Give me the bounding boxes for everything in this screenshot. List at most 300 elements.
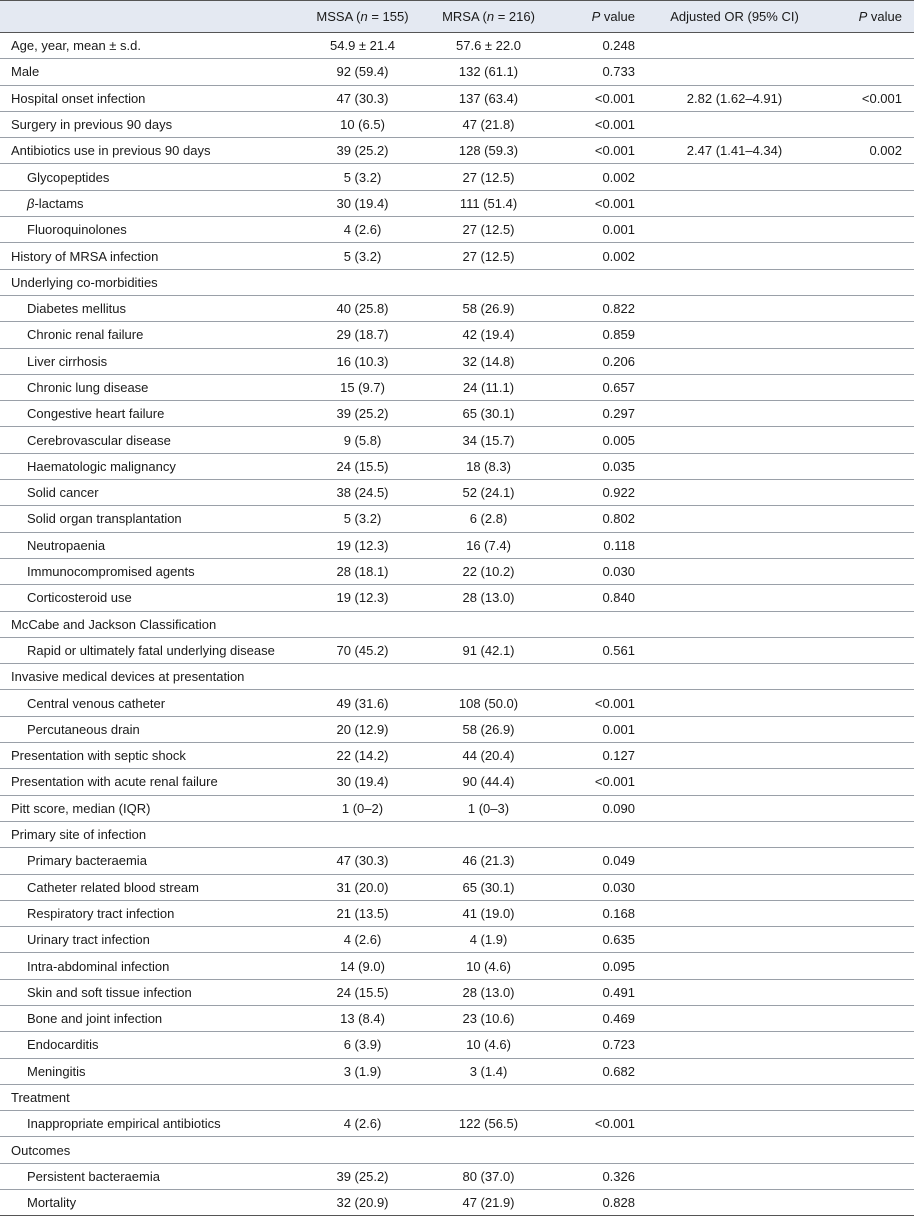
cell-mrsa: 23 (10.6) [435, 1005, 542, 1031]
cell-p-value: 0.030 [542, 874, 647, 900]
cell-mrsa: 111 (51.4) [435, 190, 542, 216]
table-row [0, 243, 914, 269]
row-label: Neutropaenia [0, 532, 290, 558]
cell-adjusted-or [647, 453, 822, 479]
table-row [0, 1005, 914, 1031]
header-p2-rest: value [867, 9, 902, 24]
cell-p-value: <0.001 [542, 85, 647, 111]
cell-p-value: 0.657 [542, 374, 647, 400]
cell-mssa: 29 (18.7) [290, 322, 435, 348]
cell-p-value-2 [822, 637, 914, 663]
cell-p-value-2 [822, 269, 914, 295]
cell-p-value-2 [822, 348, 914, 374]
table-row [0, 190, 914, 216]
cell-p-value: 0.682 [542, 1058, 647, 1084]
cell-mssa: 47 (30.3) [290, 85, 435, 111]
row-label: Mortality [0, 1190, 290, 1216]
cell-p-value: 0.168 [542, 900, 647, 926]
cell-mssa: 38 (24.5) [290, 480, 435, 506]
cell-mrsa: 137 (63.4) [435, 85, 542, 111]
header-p-value [542, 1, 647, 33]
cell-p-value: 0.248 [542, 33, 647, 59]
row-label: Primary bacteraemia [0, 848, 290, 874]
cell-mssa: 1 (0–2) [290, 795, 435, 821]
cell-p-value [542, 611, 647, 637]
cell-p-value-2 [822, 480, 914, 506]
cell-mssa: 19 (12.3) [290, 532, 435, 558]
table-row [0, 848, 914, 874]
cell-p-value-2 [822, 111, 914, 137]
cell-adjusted-or [647, 217, 822, 243]
table-row [0, 401, 914, 427]
cell-p-value-2 [822, 821, 914, 847]
cell-p-value: 0.001 [542, 716, 647, 742]
cell-mssa: 19 (12.3) [290, 585, 435, 611]
cell-p-value-2 [822, 1190, 914, 1216]
cell-p-value: 0.859 [542, 322, 647, 348]
cell-mrsa: 6 (2.8) [435, 506, 542, 532]
row-label: Antibiotics use in previous 90 days [0, 138, 290, 164]
cell-p-value-2 [822, 716, 914, 742]
cell-mssa [290, 664, 435, 690]
cell-mrsa: 22 (10.2) [435, 558, 542, 584]
cell-adjusted-or [647, 348, 822, 374]
cell-p-value: 0.127 [542, 743, 647, 769]
cell-mrsa: 44 (20.4) [435, 743, 542, 769]
cell-mssa: 92 (59.4) [290, 59, 435, 85]
header-p-rest: value [600, 9, 635, 24]
cell-mrsa: 47 (21.9) [435, 1190, 542, 1216]
cell-p-value: <0.001 [542, 690, 647, 716]
cell-p-value-2 [822, 979, 914, 1005]
table-row [0, 795, 914, 821]
table-row [0, 585, 914, 611]
row-label: Urinary tract infection [0, 927, 290, 953]
cell-p-value: 0.802 [542, 506, 647, 532]
cell-adjusted-or [647, 269, 822, 295]
cell-mssa: 6 (3.9) [290, 1032, 435, 1058]
cell-p-value-2 [822, 453, 914, 479]
row-label: Glycopeptides [0, 164, 290, 190]
header-variable [0, 1, 290, 33]
cell-mssa: 54.9 ± 21.4 [290, 33, 435, 59]
cell-adjusted-or [647, 427, 822, 453]
row-label: Presentation with acute renal failure [0, 769, 290, 795]
cell-adjusted-or [647, 927, 822, 953]
row-label: Persistent bacteraemia [0, 1163, 290, 1189]
cell-p-value: 0.733 [542, 59, 647, 85]
cell-p-value-2 [822, 1084, 914, 1110]
cell-adjusted-or [647, 1190, 822, 1216]
table-row [0, 164, 914, 190]
table-row [0, 1032, 914, 1058]
cell-p-value-2 [822, 558, 914, 584]
table-row [0, 269, 914, 295]
cell-adjusted-or [647, 1058, 822, 1084]
table-row [0, 217, 914, 243]
cell-mrsa: 27 (12.5) [435, 243, 542, 269]
row-label: Endocarditis [0, 1032, 290, 1058]
cell-mssa: 39 (25.2) [290, 401, 435, 427]
cell-p-value-2 [822, 611, 914, 637]
table-row [0, 532, 914, 558]
cell-p-value-2 [822, 243, 914, 269]
row-label: Male [0, 59, 290, 85]
cell-adjusted-or [647, 795, 822, 821]
table-body [0, 33, 914, 1216]
cell-mrsa: 91 (42.1) [435, 637, 542, 663]
cell-mrsa: 122 (56.5) [435, 1111, 542, 1137]
cell-p-value-2 [822, 59, 914, 85]
cell-adjusted-or [647, 33, 822, 59]
header-mssa-prefix: MSSA ( [316, 9, 361, 24]
table-row [0, 664, 914, 690]
table-row [0, 59, 914, 85]
cell-p-value-2 [822, 190, 914, 216]
cell-p-value-2 [822, 164, 914, 190]
row-label: Corticosteroid use [0, 585, 290, 611]
cell-mrsa: 41 (19.0) [435, 900, 542, 926]
cell-adjusted-or: 2.47 (1.41–4.34) [647, 138, 822, 164]
row-label: β-lactams [0, 190, 290, 216]
table-row [0, 33, 914, 59]
cell-p-value: 0.001 [542, 217, 647, 243]
cell-mssa: 30 (19.4) [290, 769, 435, 795]
cell-p-value-2 [822, 900, 914, 926]
row-label: Percutaneous drain [0, 716, 290, 742]
row-label: Respiratory tract infection [0, 900, 290, 926]
table-row [0, 874, 914, 900]
table-row [0, 821, 914, 847]
row-label: Solid cancer [0, 480, 290, 506]
cell-mrsa: 18 (8.3) [435, 453, 542, 479]
cell-mrsa [435, 611, 542, 637]
row-label: Outcomes [0, 1137, 290, 1163]
cell-adjusted-or [647, 848, 822, 874]
table-row [0, 1111, 914, 1137]
cell-mssa: 47 (30.3) [290, 848, 435, 874]
cell-mrsa: 27 (12.5) [435, 164, 542, 190]
cell-p-value-2 [822, 427, 914, 453]
table-row [0, 953, 914, 979]
table-row [0, 558, 914, 584]
cell-mssa: 70 (45.2) [290, 637, 435, 663]
table-header [0, 1, 914, 33]
cell-p-value: 0.469 [542, 1005, 647, 1031]
cell-mssa [290, 821, 435, 847]
cell-p-value-2 [822, 1137, 914, 1163]
table-row [0, 480, 914, 506]
row-label: Inappropriate empirical antibiotics [0, 1111, 290, 1137]
cell-adjusted-or [647, 59, 822, 85]
cell-p-value [542, 269, 647, 295]
cell-mssa [290, 1137, 435, 1163]
cell-p-value-2 [822, 664, 914, 690]
cell-mssa: 20 (12.9) [290, 716, 435, 742]
cell-p-value-2 [822, 532, 914, 558]
cell-p-value-2 [822, 1005, 914, 1031]
cell-p-value: 0.922 [542, 480, 647, 506]
cell-p-value-2 [822, 33, 914, 59]
row-label: Primary site of infection [0, 821, 290, 847]
cell-mrsa: 47 (21.8) [435, 111, 542, 137]
cell-mrsa: 65 (30.1) [435, 874, 542, 900]
cell-p-value [542, 1137, 647, 1163]
cell-mssa: 4 (2.6) [290, 217, 435, 243]
row-label: Age, year, mean ± s.d. [0, 33, 290, 59]
cell-mssa: 28 (18.1) [290, 558, 435, 584]
cell-p-value: 0.326 [542, 1163, 647, 1189]
cell-p-value-2 [822, 743, 914, 769]
cell-adjusted-or [647, 1111, 822, 1137]
table-row [0, 506, 914, 532]
cell-mrsa: 28 (13.0) [435, 979, 542, 1005]
cell-mrsa: 1 (0–3) [435, 795, 542, 821]
cell-mrsa: 128 (59.3) [435, 138, 542, 164]
cell-mssa: 5 (3.2) [290, 243, 435, 269]
cell-adjusted-or [647, 1032, 822, 1058]
cell-p-value [542, 1084, 647, 1110]
cell-mrsa: 65 (30.1) [435, 401, 542, 427]
cell-mssa: 5 (3.2) [290, 164, 435, 190]
cell-mssa: 13 (8.4) [290, 1005, 435, 1031]
row-label: Central venous catheter [0, 690, 290, 716]
cell-p-value-2 [822, 585, 914, 611]
table-row [0, 453, 914, 479]
cell-mssa: 14 (9.0) [290, 953, 435, 979]
cell-adjusted-or [647, 1084, 822, 1110]
row-label: Catheter related blood stream [0, 874, 290, 900]
cell-p-value: 0.635 [542, 927, 647, 953]
table-row [0, 85, 914, 111]
table-row [0, 900, 914, 926]
cell-p-value: 0.030 [542, 558, 647, 584]
cell-mssa: 31 (20.0) [290, 874, 435, 900]
table-row [0, 322, 914, 348]
cell-p-value-2 [822, 322, 914, 348]
cell-p-value-2 [822, 506, 914, 532]
cell-mrsa: 10 (4.6) [435, 1032, 542, 1058]
cell-mssa: 24 (15.5) [290, 453, 435, 479]
cell-adjusted-or [647, 874, 822, 900]
cell-p-value-2 [822, 848, 914, 874]
cell-adjusted-or [647, 743, 822, 769]
header-mrsa-prefix: MRSA ( [442, 9, 487, 24]
cell-p-value-2 [822, 795, 914, 821]
cell-mrsa: 80 (37.0) [435, 1163, 542, 1189]
cell-mssa: 30 (19.4) [290, 190, 435, 216]
header-mssa-suffix: = 155) [367, 9, 409, 24]
cell-p-value: <0.001 [542, 769, 647, 795]
cell-p-value: <0.001 [542, 190, 647, 216]
cell-p-value-2 [822, 295, 914, 321]
cell-mssa: 10 (6.5) [290, 111, 435, 137]
cell-mrsa: 58 (26.9) [435, 716, 542, 742]
cell-mssa: 49 (31.6) [290, 690, 435, 716]
cell-p-value: 0.002 [542, 164, 647, 190]
cell-mrsa: 28 (13.0) [435, 585, 542, 611]
cell-adjusted-or [647, 611, 822, 637]
table-row [0, 427, 914, 453]
cell-p-value: <0.001 [542, 1111, 647, 1137]
cell-mssa: 22 (14.2) [290, 743, 435, 769]
row-label: Fluoroquinolones [0, 217, 290, 243]
cell-adjusted-or [647, 111, 822, 137]
cell-mssa [290, 269, 435, 295]
table-row [0, 690, 914, 716]
row-label: History of MRSA infection [0, 243, 290, 269]
cell-p-value: 0.035 [542, 453, 647, 479]
cell-p-value-2 [822, 690, 914, 716]
cell-adjusted-or [647, 322, 822, 348]
cell-p-value-2 [822, 1111, 914, 1137]
cell-p-value: 0.840 [542, 585, 647, 611]
cell-mrsa: 4 (1.9) [435, 927, 542, 953]
row-label: Congestive heart failure [0, 401, 290, 427]
row-label: Pitt score, median (IQR) [0, 795, 290, 821]
row-label: Underlying co-morbidities [0, 269, 290, 295]
cell-mssa: 40 (25.8) [290, 295, 435, 321]
table-row [0, 716, 914, 742]
table-row [0, 295, 914, 321]
cell-adjusted-or [647, 190, 822, 216]
cell-mrsa [435, 664, 542, 690]
table-row [0, 374, 914, 400]
cell-mrsa [435, 269, 542, 295]
table-row [0, 927, 914, 953]
cell-adjusted-or [647, 953, 822, 979]
cell-p-value [542, 664, 647, 690]
cell-mrsa: 58 (26.9) [435, 295, 542, 321]
row-label: Skin and soft tissue infection [0, 979, 290, 1005]
row-label: Cerebrovascular disease [0, 427, 290, 453]
cell-adjusted-or [647, 1137, 822, 1163]
cell-mrsa: 34 (15.7) [435, 427, 542, 453]
row-label: Meningitis [0, 1058, 290, 1084]
cell-mssa: 24 (15.5) [290, 979, 435, 1005]
cell-p-value: <0.001 [542, 111, 647, 137]
cell-adjusted-or [647, 374, 822, 400]
cell-adjusted-or [647, 1005, 822, 1031]
cell-mrsa [435, 1084, 542, 1110]
table-row [0, 348, 914, 374]
row-label: Liver cirrhosis [0, 348, 290, 374]
cell-adjusted-or [647, 979, 822, 1005]
row-label: Invasive medical devices at presentation [0, 664, 290, 690]
row-label: Chronic renal failure [0, 322, 290, 348]
cell-p-value-2 [822, 374, 914, 400]
cell-p-value: 0.118 [542, 532, 647, 558]
cell-adjusted-or [647, 716, 822, 742]
cell-mrsa: 46 (21.3) [435, 848, 542, 874]
cell-mrsa: 10 (4.6) [435, 953, 542, 979]
cell-p-value-2 [822, 1032, 914, 1058]
table-row [0, 769, 914, 795]
cell-adjusted-or [647, 506, 822, 532]
cell-p-value-2 [822, 217, 914, 243]
row-label: Rapid or ultimately fatal underlying disease [0, 637, 290, 663]
cell-p-value: 0.002 [542, 243, 647, 269]
row-label: Presentation with septic shock [0, 743, 290, 769]
header-p-value-2 [822, 1, 914, 33]
table-row [0, 1190, 914, 1216]
row-label: Treatment [0, 1084, 290, 1110]
cell-p-value-2: 0.002 [822, 138, 914, 164]
cell-mssa: 15 (9.7) [290, 374, 435, 400]
header-row [0, 1, 914, 33]
table-row [0, 1137, 914, 1163]
cell-p-value: 0.561 [542, 637, 647, 663]
cell-p-value: 0.049 [542, 848, 647, 874]
cell-mrsa: 24 (11.1) [435, 374, 542, 400]
table-row [0, 743, 914, 769]
cell-mssa: 39 (25.2) [290, 1163, 435, 1189]
cell-p-value-2 [822, 953, 914, 979]
cell-mrsa: 132 (61.1) [435, 59, 542, 85]
cell-mssa: 32 (20.9) [290, 1190, 435, 1216]
cell-p-value-2: <0.001 [822, 85, 914, 111]
cell-mssa: 3 (1.9) [290, 1058, 435, 1084]
cell-mssa: 21 (13.5) [290, 900, 435, 926]
cell-adjusted-or [647, 821, 822, 847]
header-mssa-n: n [360, 9, 368, 24]
header-p2-letter: P [858, 9, 868, 24]
header-adjusted-or: Adjusted OR (95% CI) [647, 1, 822, 33]
cell-mssa [290, 611, 435, 637]
cell-adjusted-or [647, 243, 822, 269]
cell-mrsa: 27 (12.5) [435, 217, 542, 243]
cell-p-value: 0.095 [542, 953, 647, 979]
cell-p-value: 0.491 [542, 979, 647, 1005]
cell-adjusted-or [647, 401, 822, 427]
row-label: Diabetes mellitus [0, 295, 290, 321]
table-row [0, 1058, 914, 1084]
cell-mrsa: 32 (14.8) [435, 348, 542, 374]
cell-p-value: <0.001 [542, 138, 647, 164]
cell-p-value: 0.206 [542, 348, 647, 374]
cell-p-value: 0.723 [542, 1032, 647, 1058]
cell-p-value-2 [822, 769, 914, 795]
table-row [0, 637, 914, 663]
table-row [0, 138, 914, 164]
cell-mrsa: 108 (50.0) [435, 690, 542, 716]
cell-adjusted-or [647, 480, 822, 506]
cell-adjusted-or: 2.82 (1.62–4.91) [647, 85, 822, 111]
row-label: Immunocompromised agents [0, 558, 290, 584]
cell-adjusted-or [647, 1163, 822, 1189]
cell-adjusted-or [647, 769, 822, 795]
table-row [0, 1084, 914, 1110]
cell-adjusted-or [647, 664, 822, 690]
header-p-letter: P [591, 9, 601, 24]
table-row [0, 611, 914, 637]
cell-p-value: 0.828 [542, 1190, 647, 1216]
cell-adjusted-or [647, 558, 822, 584]
cell-p-value-2 [822, 1163, 914, 1189]
row-label: Surgery in previous 90 days [0, 111, 290, 137]
table-row [0, 1163, 914, 1189]
cell-p-value: 0.005 [542, 427, 647, 453]
cell-mrsa [435, 1137, 542, 1163]
table-row [0, 979, 914, 1005]
table-row [0, 111, 914, 137]
cell-mrsa: 57.6 ± 22.0 [435, 33, 542, 59]
cell-mrsa: 52 (24.1) [435, 480, 542, 506]
cell-adjusted-or [647, 295, 822, 321]
cell-mrsa: 16 (7.4) [435, 532, 542, 558]
cell-p-value-2 [822, 401, 914, 427]
cell-mssa: 39 (25.2) [290, 138, 435, 164]
